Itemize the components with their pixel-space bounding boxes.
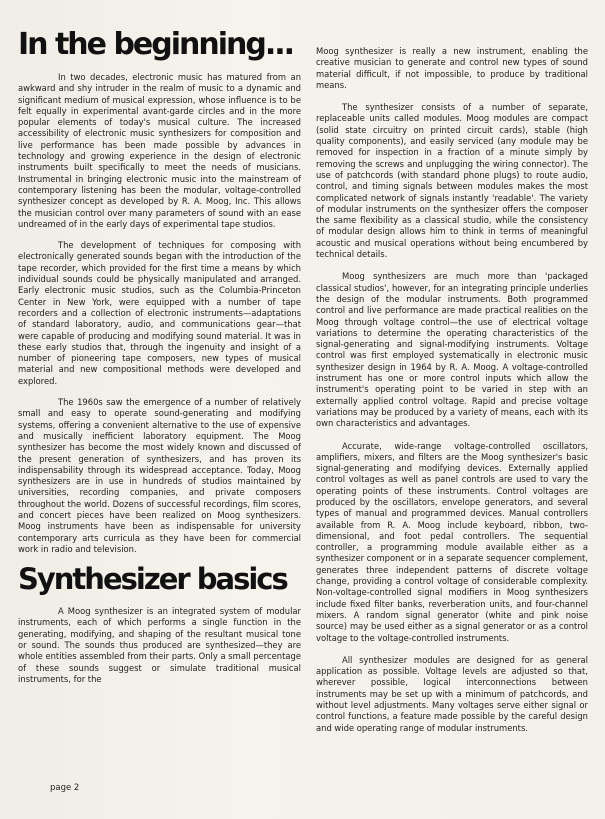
paragraph-modules: The synthesizer consists of a number of separate, replaceable units called modules. Moog modules are compact (solid state circuitry on printed circuit cards), stable (high quality components), and easily serviced (any module may be removed for inspection in a fraction of a minute simply by removing the screws and unplugging the wiring connector). The use of patchcords (with standard phone plugs) to route audio, control, and timing signals between modules makes the most complicated network of signals instantly 'readable'. The variety of modular instruments on the synthesizer offers the composer the same flexibility as a classical studio, while the consistency of modular design allows him to think in terms of meaningful acoustic and musical operations without being encumbered by technical details. bbox=[316, 102, 588, 260]
paragraph-1960s: The 1960s saw the emergence of a number of relatively small and easy to operate sound-generating and modifying systems, offering a convenient alternative to the use of expensive and musically inefficient laboratory equipment. The Moog synthesizer has become the most widely known and discussed of the present generation of synthesizers, and has proven its indispensability through its widespread acceptance. Today, Moog synthesizers are in use in hundreds of studios maintained by universities, recording companies, and private composers throughout the world. Dozens of successful recordings, film scores, and concert pieces have been realized on Moog synthesizers. Moog instruments have been as indispensable for university contemporary arts curricula as they have been for commercial work in radio and television. bbox=[18, 397, 301, 554]
paragraph-moog-system: A Moog synthesizer is an integrated system of modular instruments, each of which performs a single function in the generating, modifying, and shaping of the resultant musical tone or sound. The sounds thus produced are synthesized—they are whole entities assembled from their parts. Only a small percentage of these sounds suggest or simulate traditional musical instruments, for the bbox=[18, 606, 301, 684]
paragraph-tape-studios: The development of techniques for composing with electronically generated sounds began with the introduction of the tape recorder, which provided for the first time a means by which individual sounds could be physically manipulated and arranged. Early electronic music studios, such as the Columbia-Princeton Center in New York, were equipped with a number of tape recorders and a collection of electronic instruments—adaptations of standard laboratory, audio, and communications gear—that were capable of producing and modifying sound material. It was in these early studios that, through the ingenuity and insight of a number of pioneering tape composers, new types of musical material and new compositional methods were developed and explored. bbox=[18, 240, 301, 386]
page-number: page 2 bbox=[50, 783, 80, 793]
paragraph-continued: Moog synthesizer is really a new instrument, enabling the creative musician to generate and control new types of sound material difficult, if not impossible, to produce by traditional means. bbox=[316, 46, 588, 90]
paragraph-general-application: All synthesizer modules are designed for as general application as possible. Voltage levels are adjusted so that, wherever possible, logical interconnections between instruments may be set up with a minimum of patchcords, and without level adjustments. Many voltages serve either signal or control functions, a feature made possible by the careful design and wide operating range of modular instruments. bbox=[316, 654, 588, 733]
heading-in-the-beginning: In the beginning... bbox=[18, 27, 294, 62]
left-column bbox=[18, 27, 301, 695]
paragraph-intro: In two decades, electronic music has matured from an awkward and shy intruder in the realm of music to a dynamic and significant medium of musical expression, whose influence is to be felt equally in experimental avant-garde circles and in the more popular elements of today's musical culture. The increased accessibility of electronic music synthesizers for composition and live performance has been made possible by advances in technology and growing experience in the design of electronic instruments built specifically to meet the needs of musicians. Instrumental in bringing electronic music into the mainstream of contemporary listening has been the modular, voltage-controlled synthesizer concept as developed by R. A. Moog, Inc. This allows the musician control over many parameters of sound with an ease undreamed of in the early days of experimental tape studios. bbox=[18, 72, 301, 229]
paragraph-devices: Accurate, wide-range voltage-controlled oscillators, amplifiers, mixers, and filters are the Moog synthesizer's basic signal-generating and modifying devices. Externally applied control voltages as well as panel controls are used to vary the operating points of these instruments. Control voltages are produced by the oscillators, envelope generators, and several types of manual and programmed devices. Manual controllers available from R. A. Moog include keyboard, ribbon, two-dimensional, and foot pedal controllers. The sequential controller, a programming module available either as a synthesizer component or in a separate sequencer complement, generates three independent patterns of discrete voltage change, providing a control voltage of considerable complexity. Non-voltage-controlled signal modifiers in Moog synthesizers include fixed filter banks, reverberation units, and four-channel mixers. A random signal generator (white and pink noise source) may be used either as a signal generator or as a control voltage to the voltage-controlled instruments. bbox=[316, 440, 588, 643]
paragraph-voltage-control: Moog synthesizers are much more than 'packaged classical studios', however, for an integrating principle underlies the design of the modular instruments. Both programmed control and live performance are made practical realities on the Moog through voltage control—the use of electrical voltage variations to determine the operating characteristics of the signal-generating and signal-modifying instruments. Voltage control was first employed systematically in electronic music synthesizer design in 1964 by R. A. Moog. A voltage-controlled instrument has one or more control inputs which allow the instrument's operating point to be varied in step with an externally applied control voltage. Rapid and precise voltage variations may be produced by a variety of means, each with its own characteristics and advantages. bbox=[316, 271, 588, 429]
heading-synthesizer-basics: Synthesizer basics bbox=[18, 562, 287, 597]
right-column bbox=[316, 46, 588, 745]
